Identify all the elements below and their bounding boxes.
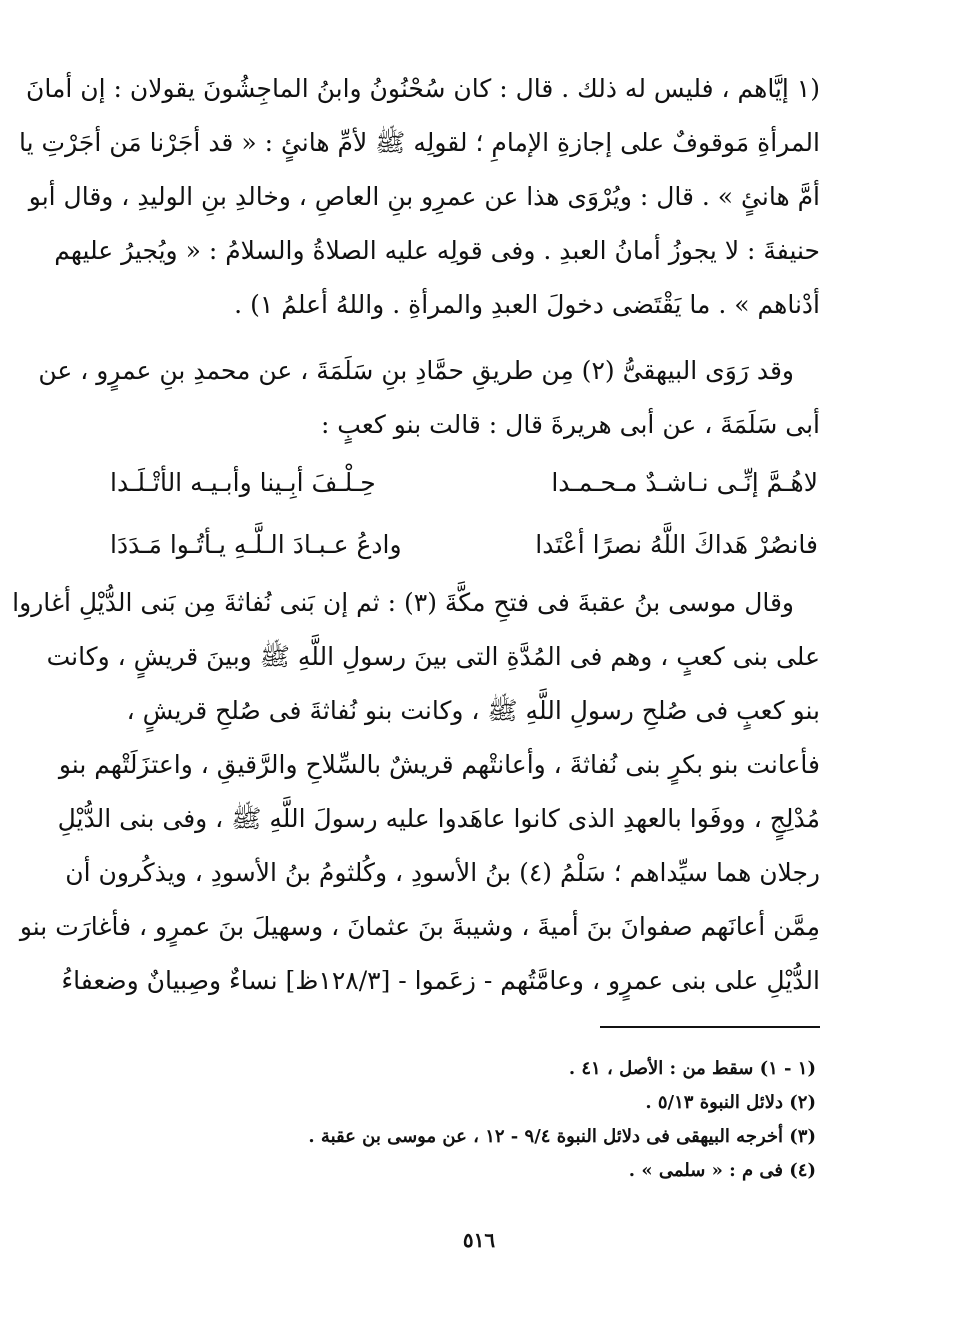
- footnotes: [100, 1052, 816, 1188]
- text-line: حنيفةَ : لا يجوزُ أمانُ العبدِ . وفى قولِه عليه الصلاةُ والسلامُ : « ويُجيرُ عليهم: [54, 236, 820, 265]
- main-text: [12, 62, 820, 1008]
- poem: [100, 452, 820, 576]
- paragraph-3: [12, 576, 820, 1008]
- footnote: (١ - ١) سقط من : الأصل ، ٤١ .: [568, 1058, 816, 1079]
- text-line: أمَّ هانئٍ » . قال : ويُرْوَى هذا عن عمرِو بنِ العاصِ ، وخالدِ بنِ الوليدِ ، وقال أبو: [28, 182, 820, 211]
- footnote: (٤) فى م : « سلمى » .: [628, 1160, 816, 1181]
- poem-hemistich-second: وادعُ عـبـادَ الـلَّـهِ يـأتُـوا مَـدَدَا: [110, 530, 402, 559]
- text-line: وقد رَوَى البيهقىُّ (٢) مِن طريقِ حمَّادِ بنِ سَلَمَةَ ، عن محمدِ بنِ عمرٍو ، عن: [38, 356, 794, 385]
- poem-verse: [100, 452, 820, 514]
- text-line: بنو كعبٍ فى صُلحِ رسولِ اللَّهِ ﷺ ، وكانت بنو نُفاثةَ فى صُلحِ قريشٍ ،: [126, 696, 820, 725]
- footnote: (٣) أخرجه البيهقى فى دلائل النبوة ٩/٤ - ١٢ ، عن موسى بن عقبة .: [308, 1126, 816, 1147]
- poem-hemistich-second: حِـلْـفَ أبِـينا وأبـيـه الأتْـلَـدا: [110, 468, 376, 497]
- text-line: (١ إيَّاهم ، فليس له ذلك . قال : كان سُحْنُونُ وابنُ الماجِشُونَ يقولان : إن أمانَ: [26, 74, 820, 103]
- text-line: مُدْلِجٍ ، ووفَوا بالعهدِ الذى كانوا عاهَدوا عليه رسولَ اللَّهِ ﷺ ، وفى بنى الدُّيْلِ: [57, 804, 820, 833]
- footnote: (٢) دلائل النبوة ٥/١٣ .: [645, 1092, 816, 1113]
- text-line: المرأةِ مَوقوفٌ على إجازةِ الإمامِ ؛ لقولِه ﷺ لأمِّ هانئٍ : « قد أجَرْنا مَن أجَرْتِ يا: [19, 128, 820, 157]
- text-line: مِمَّن أعانَهم صفوانَ بنَ أميةَ ، وشيبةَ بنَ عثمانَ ، وسهيلَ بنَ عمرٍو ، فأغارَت بنو: [19, 912, 820, 941]
- text-line: أبى سَلَمَةَ ، عن أبى هريرةَ قال : قالت بنو كعبٍ :: [320, 410, 820, 439]
- paragraph-2: [38, 344, 820, 452]
- poem-hemistich-first: فانصُرْ هَداكَ اللَّهُ نصرًا أعْتَدا: [535, 530, 818, 559]
- text-line: أدْناهم » . ما يَقْتَضى دخولَ العبدِ والمرأةِ . واللهُ أعلمُ ١) .: [234, 290, 820, 319]
- poem-verse: [100, 514, 820, 576]
- paragraph-gap: [100, 332, 820, 344]
- text-line: وقال موسى بنُ عقبةَ فى فتحِ مكَّةَ (٣) : ثم إن بَنى نُفاثةَ مِن بَنى الدُّيْلِ أغاروا: [12, 588, 794, 617]
- paragraph-1: [19, 62, 820, 332]
- text-line: فأعانت بنو بكرٍ بنى نُفاثةَ ، وأعانتْهم قريشٌ بالسِّلاحِ والرَّقيقِ ، واعتزَلَتْهم بنو: [58, 750, 820, 779]
- text-line: على بنى كعبٍ ، وهم فى المُدَّةِ التى بينَ رسولِ اللَّهِ ﷺ وبينَ قريشٍ ، وكانت: [46, 642, 820, 671]
- poem-hemistich-first: لاهُـمَّ إنِّـى نـاشـدٌ مـحـمـدا: [551, 468, 818, 497]
- footnote-separator: [600, 1026, 820, 1028]
- page-number: ٥١٦: [462, 1228, 496, 1252]
- text-line: رجلان هما سيِّداهم ؛ سَلْمُ (٤) بنُ الأسودِ ، وكُلثومُ بنُ الأسودِ ، ويذكُرون أن: [65, 858, 820, 887]
- text-line: الدُّيْلِ على بنى عمرٍو ، وعامَّتُهم - زعَموا - [١٢٨/٣ظ] نساءٌ وصِبيانٌ وضعفاءُ: [61, 966, 820, 995]
